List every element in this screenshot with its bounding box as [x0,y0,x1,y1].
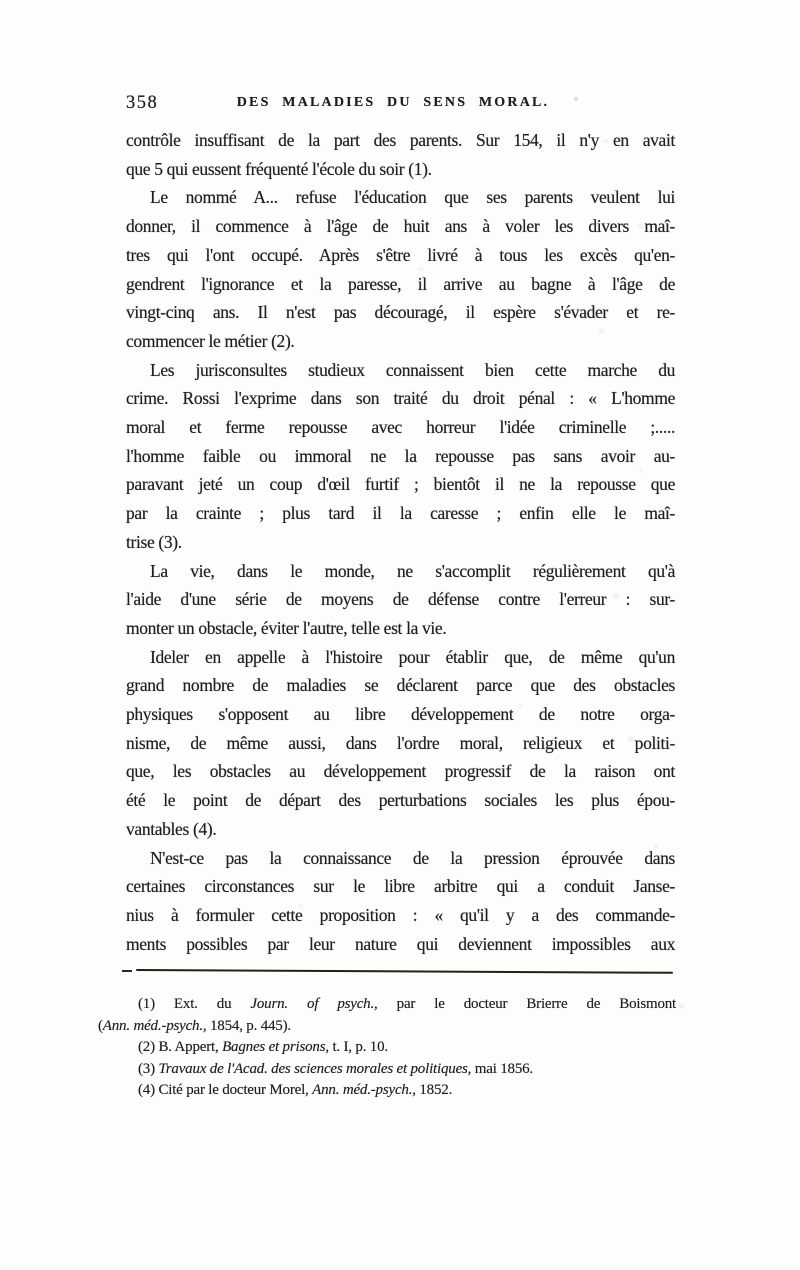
text-line: moral et ferme repousse avec horreur l'idée criminelle ;..... [126,417,675,438]
footnote-text-segment: (4) Cité par le docteur Morel, [138,1082,313,1098]
footnote-italic-segment: Ann. méd.-psych. [102,1017,203,1034]
footnote [98,1059,676,1081]
footnote [98,1037,676,1059]
text-line: tres qui l'ont occupé. Après s'être livré à tous les excès qu'en- [126,244,675,265]
footnote-line [98,1080,676,1102]
footnote-italic-segment: Ann. méd.-psych. [312,1082,413,1098]
scan-noise [0,0,2,2]
footnote-line [98,1059,676,1081]
text-line: Ideler en appelle à l'histoire pour établir que, de même qu'un [150,646,675,667]
paragraph [126,183,675,355]
footnote-separator [136,969,673,974]
footnote-line [98,1037,676,1059]
text-line: crime. Rossi l'exprime dans son traité du droit pénal : « L'homme [126,388,675,409]
paragraph [126,126,675,183]
text-line: La vie, dans le monde, ne s'accomplit régulièrement qu'à [150,560,675,581]
page-number: 358 [126,93,159,113]
body-text [126,126,675,958]
text-line: nisme, de même aussi, dans l'ordre moral, religieux et politi- [126,732,675,753]
text-line: Le nommé A... refuse l'éducation que ses parents veulent lui [150,187,675,208]
footnote-text-segment: ( [98,1017,103,1034]
footnote-separator-dash [122,970,132,972]
paragraph [126,356,675,557]
footnote-text-segment: , par le docteur Brierre de Boismont [374,996,677,1012]
footnote-italic-segment: Journ. of psych. [250,996,375,1012]
paragraph [126,557,675,643]
text-line: contrôle insuffisant de la part des parents. Sur 154, il n'y en avait [126,130,675,150]
text-line: l'homme faible ou immoral ne la repousse pas sans avoir au- [126,445,675,466]
footnote-italic-segment: Travaux de l'Acad. des sciences morales et politiques [158,1060,468,1077]
text-line: trise (3). [126,531,182,552]
text-line: vingt-cinq ans. Il n'est pas découragé, il espère s'évader et re- [126,302,675,323]
text-line: certaines circonstances sur le libre arbitre qui a conduit Janse- [126,876,675,897]
footnotes [98,994,676,1102]
footnote-text-segment: (2) B. Appert, [138,1039,223,1055]
paragraph [126,844,675,959]
text-line: vantables (4). [126,818,217,839]
footnote-text-segment: (1) Ext. du [138,996,251,1012]
text-line: que, les obstacles au développement progressif de la raison ont [126,761,675,782]
text-line: l'aide d'une série de moyens de défense contre l'erreur : sur- [126,589,675,610]
text-line: que 5 qui eussent fréquenté l'école du soir (1). [126,158,432,179]
text-line: grand nombre de maladies se déclarent parce que des obstacles [126,675,675,696]
text-line: commencer le métier (2). [126,330,295,351]
footnote-text-segment: , t. I, p. 10. [325,1039,388,1055]
running-title: DES MALADIES DU SENS MORAL. [236,95,550,110]
text-line: par la crainte ; plus tard il la caresse ; enfin elle le maî- [126,503,675,524]
footnote-line [98,994,676,1016]
text-line: ments possibles par leur nature qui deviennent impossibles aux [126,933,675,954]
text-line: gendrent l'ignorance et la paresse, il arrive au bagne à l'âge de [126,273,675,294]
paragraph [126,643,675,844]
footnote-text-segment: (3) [138,1060,159,1077]
text-line: donner, il commence à l'âge de huit ans à voler les divers maî- [126,216,675,237]
footnote-text-segment: , 1852. [412,1082,453,1098]
footnote-line [98,1016,676,1038]
text-line: nius à formuler cette proposition : « qu'il y a des commande- [126,904,675,925]
page-header [126,93,675,119]
text-line: été le point de départ des perturbations sociales les plus épou- [126,790,675,811]
text-line: physiques s'opposent au libre développement de notre orga- [126,704,675,725]
footnote-text-segment: , mai 1856. [467,1060,533,1077]
footnote [98,994,676,1037]
footnote-italic-segment: Bagnes et prisons [222,1039,326,1055]
footnote [98,1080,676,1102]
text-line: paravant jeté un coup d'œil furtif ; bientôt il ne la repousse que [126,474,675,495]
footnote-text-segment: , 1854, p. 445). [202,1017,291,1034]
text-line: monter un obstacle, éviter l'autre, telle est la vie. [126,617,447,638]
text-line: N'est-ce pas la connaissance de la pression éprouvée dans [150,847,675,868]
text-line: Les jurisconsultes studieux connaissent bien cette marche du [150,359,675,380]
